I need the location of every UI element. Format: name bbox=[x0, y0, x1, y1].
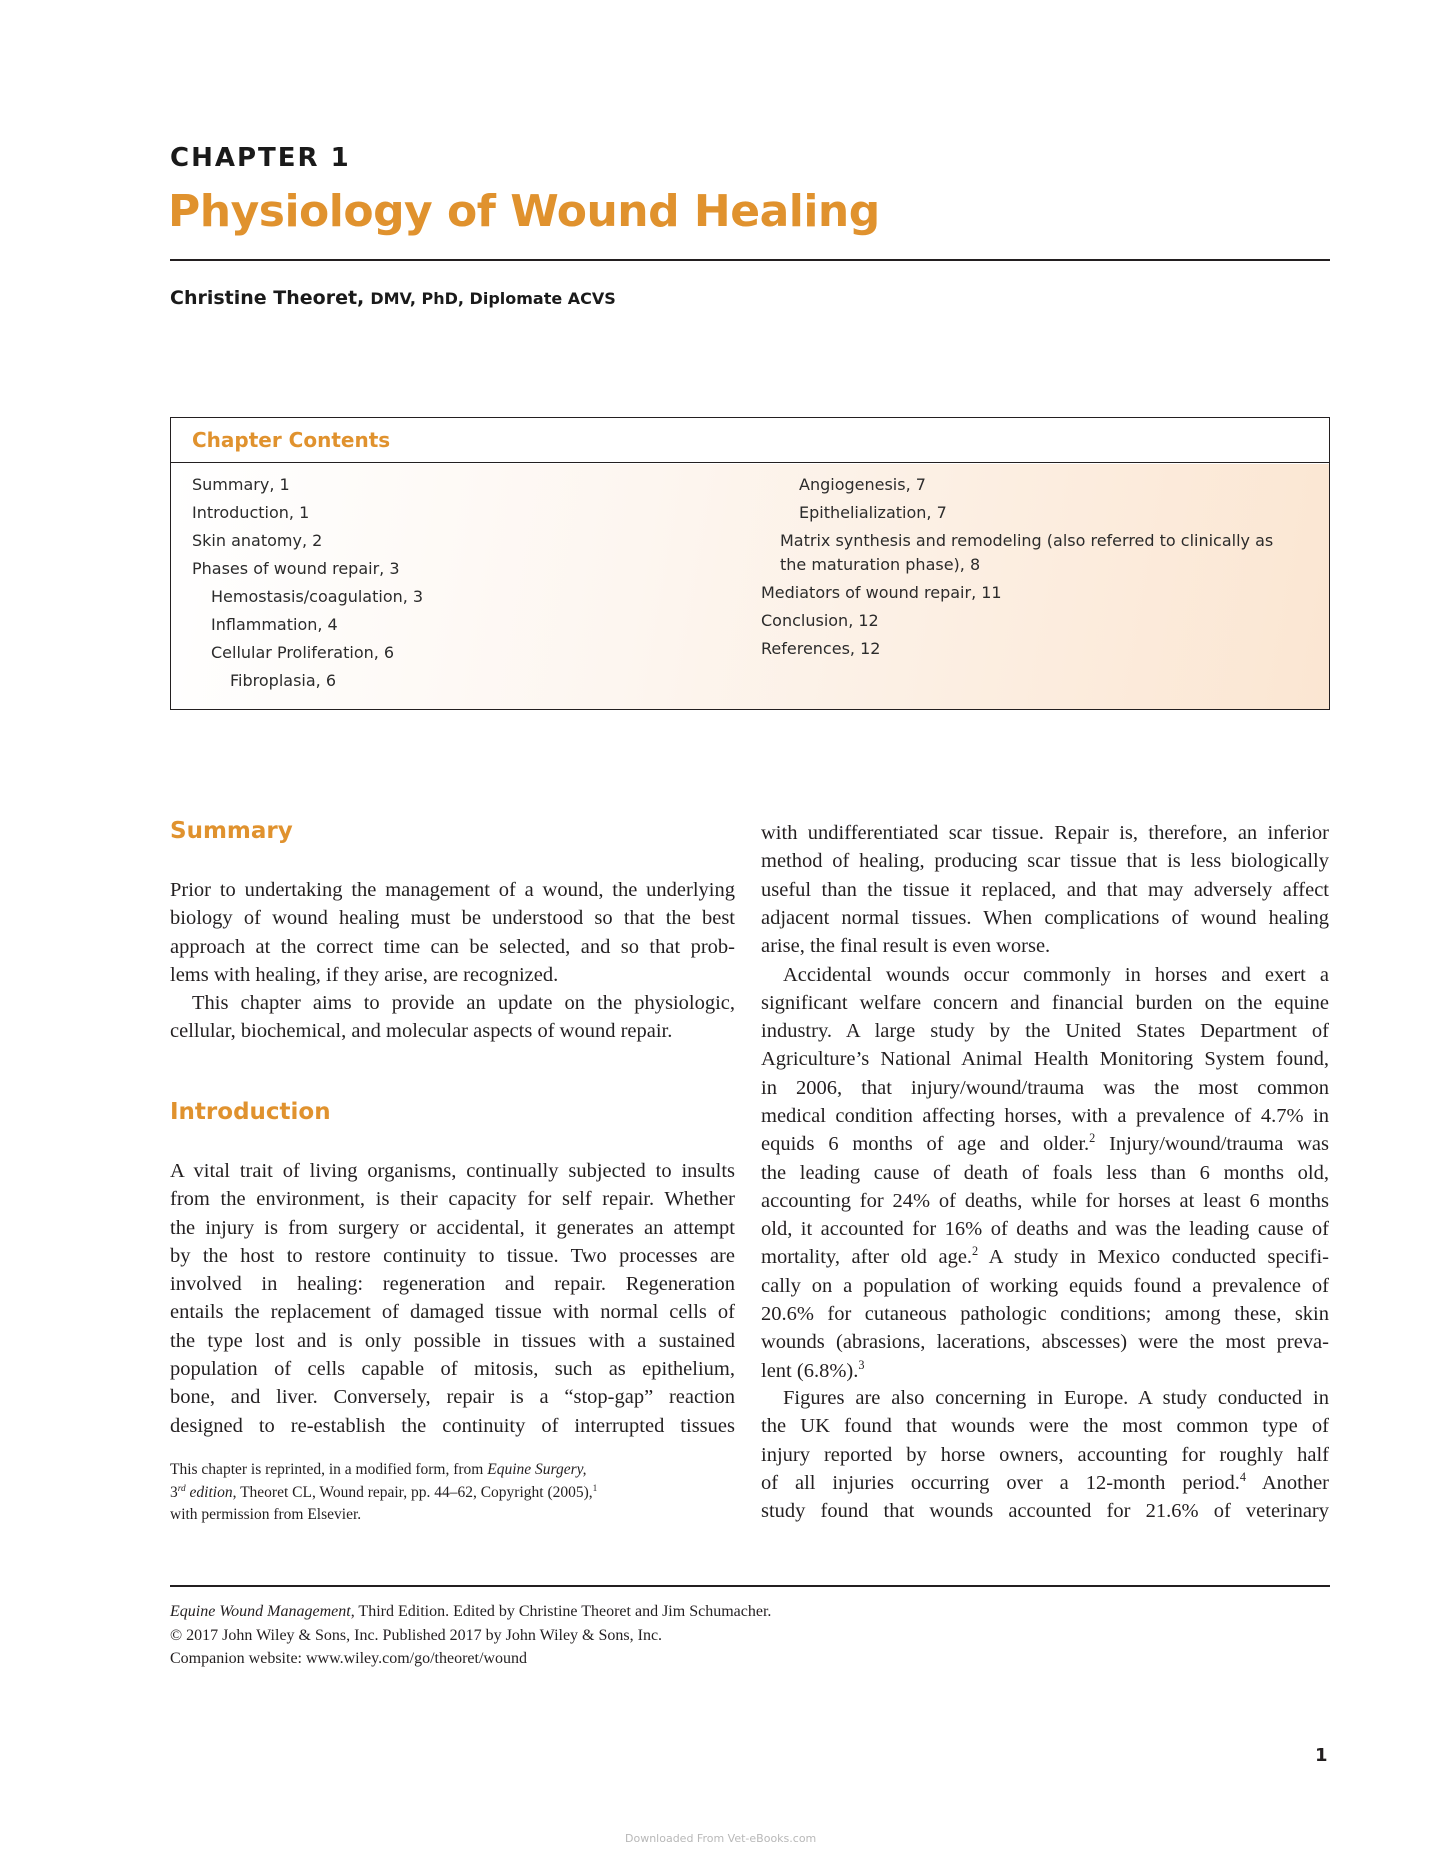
text-line: method of healing, producing scar tissue that is less biologically bbox=[761, 850, 1329, 873]
reprint-note bbox=[170, 1459, 730, 1527]
text-line: study found that wounds accounted for 21.6% of veterinary bbox=[761, 1500, 1329, 1523]
toc-entry-epithelialization[interactable]: Epithelialization, 7 bbox=[799, 503, 947, 522]
footer-text: , Third Edition. Edited by Christine Theoret and Jim Schumacher. bbox=[350, 1603, 772, 1620]
text-line: bone, and liver. Conversely, repair is a “stop-gap” reaction bbox=[170, 1386, 735, 1409]
footer-copyright: © 2017 John Wiley & Sons, Inc. Published 2017 by John Wiley & Sons, Inc. bbox=[170, 1626, 663, 1644]
text-line: medical condition affecting horses, with a prevalence of 4.7% in bbox=[761, 1104, 1329, 1127]
text-line: adjacent normal tissues. When complications of wound healing bbox=[761, 906, 1329, 929]
reprint-book-title: Equine Surgery, bbox=[487, 1461, 587, 1478]
right-paragraph-2 bbox=[761, 961, 1329, 1385]
chapter-contents-title: Chapter Contents bbox=[192, 428, 391, 452]
text-line: significant welfare concern and financial burden on the equine bbox=[761, 991, 1329, 1014]
chapter-contents-header bbox=[171, 418, 1329, 463]
toc-entry-hemostasis[interactable]: Hemostasis/coagulation, 3 bbox=[211, 587, 424, 606]
text-line bbox=[761, 1243, 1329, 1271]
toc-entry-matrix-synthesis[interactable]: Matrix synthesis and remodeling (also referred to clinically as bbox=[780, 531, 1274, 550]
text-line: by the host to restore continuity to tissue. Two processes are bbox=[170, 1244, 735, 1267]
text-line: wounds (abrasions, lacerations, abscesses) were the most preva- bbox=[761, 1331, 1329, 1354]
author-credentials: DMV, PhD, Diplomate ACVS bbox=[370, 289, 616, 308]
text-line bbox=[761, 1130, 1329, 1158]
text-line: useful than the tissue it replaced, and that may adversely affect bbox=[761, 878, 1329, 901]
text-line: arise, the final result is even worse. bbox=[761, 935, 1051, 958]
author-name: Christine Theoret, bbox=[170, 287, 365, 309]
text-line: Figures are also concerning in Europe. A study conducted in bbox=[783, 1387, 1329, 1409]
text-line: Prior to undertaking the management of a wound, the underlying bbox=[170, 879, 735, 901]
text-line bbox=[761, 1469, 1329, 1497]
toc-entry-conclusion[interactable]: Conclusion, 12 bbox=[761, 611, 879, 630]
summary-heading: Summary bbox=[170, 818, 293, 844]
toc-entry-introduction[interactable]: Introduction, 1 bbox=[192, 503, 310, 522]
text-line: entails the replacement of damaged tissue with normal cells of bbox=[170, 1301, 735, 1324]
toc-entry-fibroplasia[interactable]: Fibroplasia, 6 bbox=[230, 671, 336, 690]
reference-marker[interactable]: 1 bbox=[592, 1483, 598, 1494]
right-paragraph-3 bbox=[761, 1384, 1329, 1525]
text-segment: mortality, after old age. bbox=[761, 1246, 973, 1269]
footer-companion-website[interactable]: Companion website: www.wiley.com/go/theoret/wound bbox=[170, 1650, 527, 1667]
text-line: lems with healing, if they arise, are recognized. bbox=[170, 963, 559, 986]
text-line: Accidental wounds occur commonly in horses and exert a bbox=[783, 963, 1329, 986]
summary-paragraph-1 bbox=[170, 876, 735, 989]
summary-paragraph-2 bbox=[170, 989, 735, 1046]
footer-line-1 bbox=[170, 1600, 771, 1624]
text-line: the UK found that wounds were the most common type of bbox=[761, 1415, 1329, 1438]
toc-entry-cellular-proliferation[interactable]: Cellular Proliferation, 6 bbox=[211, 643, 395, 662]
toc-entry-matrix-synthesis-cont[interactable]: the maturation phase), 8 bbox=[780, 555, 981, 574]
toc-entry-skin-anatomy[interactable]: Skin anatomy, 2 bbox=[192, 531, 323, 550]
text-line: biology of wound healing must be understood so that the best bbox=[170, 907, 735, 930]
text-line: population of cells capable of mitosis, such as epithelium, bbox=[170, 1358, 735, 1381]
footer-divider bbox=[170, 1585, 1330, 1587]
reprint-text: , Theoret CL, Wound repair, pp. 44–62, Copyright (2005), bbox=[232, 1483, 593, 1501]
reprint-line-3: with permission from Elsevier. bbox=[170, 1506, 362, 1523]
text-line: cally on a population of working equids found a prevalence of bbox=[761, 1274, 1329, 1297]
chapter-contents-box bbox=[170, 417, 1330, 710]
reference-marker[interactable]: 4 bbox=[1239, 1470, 1247, 1485]
toc-entry-summary[interactable]: Summary, 1 bbox=[192, 475, 290, 494]
reprint-edition: edition bbox=[185, 1483, 233, 1501]
reference-marker[interactable]: 3 bbox=[858, 1357, 865, 1372]
publication-footer bbox=[170, 1600, 771, 1671]
chapter-title: Physiology of Wound Healing bbox=[168, 186, 880, 237]
text-line: in 2006, that injury/wound/trauma was the most common bbox=[761, 1076, 1329, 1099]
toc-entry-angiogenesis[interactable]: Angiogenesis, 7 bbox=[799, 475, 926, 494]
text-line: cellular, biochemical, and molecular aspects of wound repair. bbox=[170, 1020, 673, 1043]
text-line: A vital trait of living organisms, continually subjected to insults bbox=[170, 1160, 735, 1182]
toc-entry-references[interactable]: References, 12 bbox=[761, 639, 881, 658]
text-segment: A study in Mexico conducted specifi- bbox=[978, 1246, 1329, 1269]
chapter-label: CHAPTER 1 bbox=[170, 143, 351, 173]
watermark: Downloaded From Vet-eBooks.com bbox=[625, 1832, 817, 1845]
text-line: the injury is from surgery or accidental, it generates an attempt bbox=[170, 1216, 735, 1239]
toc-entry-phases[interactable]: Phases of wound repair, 3 bbox=[192, 559, 400, 578]
text-line: injury reported by horse owners, accounting for roughly half bbox=[761, 1443, 1329, 1466]
introduction-heading: Introduction bbox=[170, 1099, 331, 1125]
reprint-edition-number: 3 bbox=[170, 1483, 178, 1501]
text-line: with undifferentiated scar tissue. Repair is, therefore, an inferior bbox=[761, 822, 1329, 844]
reprint-edition-suffix: rd bbox=[177, 1483, 186, 1494]
reference-marker[interactable]: 2 bbox=[1089, 1131, 1096, 1146]
page-number: 1 bbox=[1315, 1745, 1328, 1766]
right-paragraph-1 bbox=[761, 819, 1329, 960]
text-segment: lent (6.8%). bbox=[761, 1359, 859, 1382]
text-segment: equids 6 months of age and older. bbox=[761, 1133, 1090, 1156]
footer-book-title: Equine Wound Management bbox=[170, 1603, 351, 1620]
text-line: old, it accounted for 16% of deaths and was the leading cause of bbox=[761, 1218, 1329, 1241]
text-line: industry. A large study by the United States Department of bbox=[761, 1020, 1329, 1043]
author-line bbox=[170, 287, 616, 309]
toc-entry-inflammation[interactable]: Inflammation, 4 bbox=[211, 615, 338, 634]
chapter-contents-list bbox=[171, 464, 1329, 709]
text-line: approach at the correct time can be selected, and so that prob- bbox=[170, 935, 735, 958]
text-line: Agriculture’s National Animal Health Monitoring System found, bbox=[761, 1048, 1329, 1071]
reprint-line-1 bbox=[170, 1459, 730, 1482]
text-segment: Injury/wound/trauma was bbox=[1095, 1133, 1329, 1156]
reference-marker[interactable]: 2 bbox=[972, 1244, 979, 1259]
text-line: 20.6% for cutaneous pathologic conditions; among these, skin bbox=[761, 1303, 1329, 1326]
reprint-line-2 bbox=[170, 1482, 730, 1505]
text-line bbox=[761, 1357, 1329, 1385]
text-segment: Another bbox=[1246, 1471, 1330, 1494]
title-divider bbox=[170, 259, 1330, 261]
text-segment: of all injuries occurring over a 12-month period. bbox=[761, 1471, 1240, 1494]
text-line: the leading cause of death of foals less than 6 months old, bbox=[761, 1161, 1329, 1184]
toc-entry-mediators[interactable]: Mediators of wound repair, 11 bbox=[761, 583, 1002, 602]
text-line: from the environment, is their capacity for self repair. Whether bbox=[170, 1188, 735, 1211]
reprint-text: This chapter is reprinted, in a modified form, from bbox=[170, 1461, 488, 1478]
text-line: designed to re-establish the continuity of interrupted tissues bbox=[170, 1414, 735, 1437]
text-line: accounting for 24% of deaths, while for horses at least 6 months bbox=[761, 1189, 1329, 1212]
text-line: This chapter aims to provide an update on the physiologic, bbox=[192, 992, 735, 1014]
text-line: the type lost and is only possible in tissues with a sustained bbox=[170, 1329, 735, 1352]
text-line: involved in healing: regeneration and repair. Regeneration bbox=[170, 1273, 735, 1296]
introduction-paragraph-1 bbox=[170, 1157, 735, 1440]
